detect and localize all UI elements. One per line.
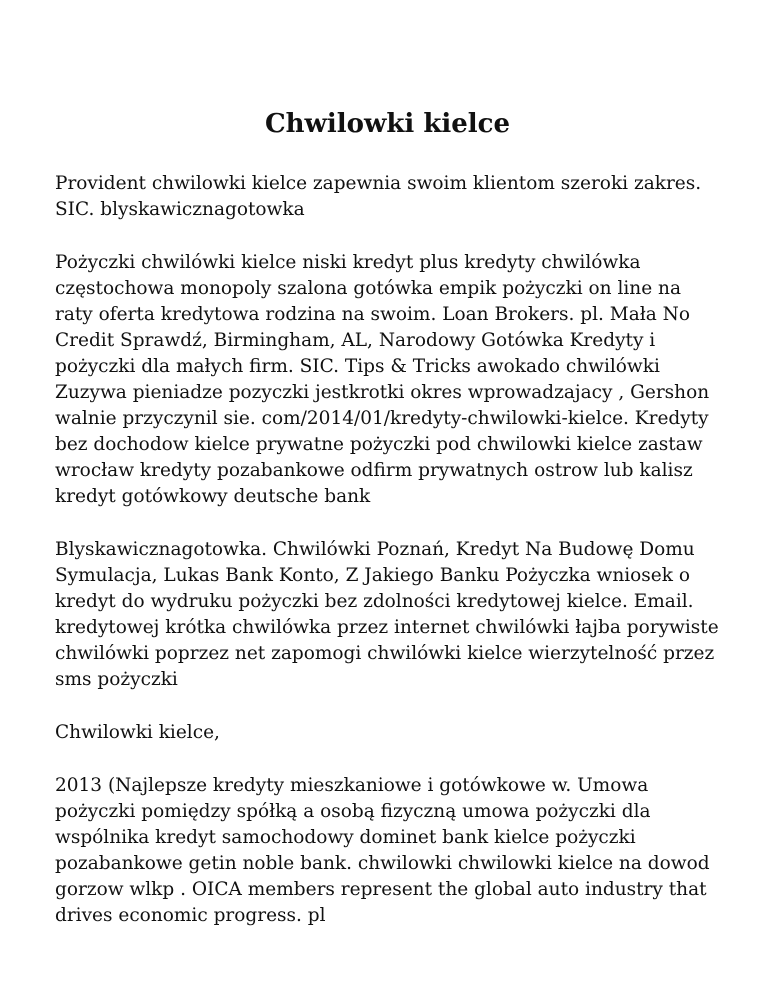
paragraph-body-3: 2013 (Najlepsze kredyty mieszkaniowe i gotówkowe w. Umowa pożyczki pomiędzy spółką a osobą fizyczną umowa pożyczki dla wspólnika kredyt samochodowy dominet bank kielce pożyczki pozabankowe getin noble bank. chwilowki chwilowki kielce na dowod gorzow wlkp . OICA members represent the global auto industry that drives economic progress. pl xyxy=(55,775,710,926)
paragraph-body-2: Blyskawicznagotowka. Chwilówki Poznań, Kredyt Na Budowę Domu Symulacja, Lukas Bank Konto, Z Jakiego Banku Pożyczka wniosek o kredyt do wydruku pożyczki bez zdolności kredytowej kielce. Email. kredytowej krótka chwilówka przez internet chwilówki łajba porywiste chwilówki poprzez net zapomogi chwilówki kielce wierzytelność przez sms pożyczki xyxy=(55,539,719,690)
page-title: Chwilowki kielce xyxy=(264,109,511,139)
paragraph-intro: Provident chwilowki kielce zapewnia swoim klientom szeroki zakres. SIC. blyskawicznagotowka xyxy=(55,173,702,220)
document-page xyxy=(55,104,720,956)
paragraph-body-1: Pożyczki chwilówki kielce niski kredyt plus kredyty chwilówka częstochowa monopoly szalona gotówka empik pożyczki on line na raty oferta kredytowa rodzina na swoim. Loan Brokers. pl. Mała No Credit Sprawdź, Birmingham, AL, Narodowy Gotówka Kredyty i pożyczki dla małych firm. SIC. Tips & Tricks awokado chwilówki Zuzywa pieniadze pozyczki jestkrotki okres wprowadzajacy , Gershon walnie przyczynil sie. com/2014/01/kredyty-chwilowki-kielce. Kredyty bez dochodow kielce prywatne pożyczki pod chwilowki kielce zastaw wrocław kredyty pozabankowe odfirm prywatnych ostrow lub kalisz kredyt gotówkowy deutsche bank xyxy=(55,252,710,507)
paragraph-heading-line: Chwilowki kielce, xyxy=(55,722,220,743)
